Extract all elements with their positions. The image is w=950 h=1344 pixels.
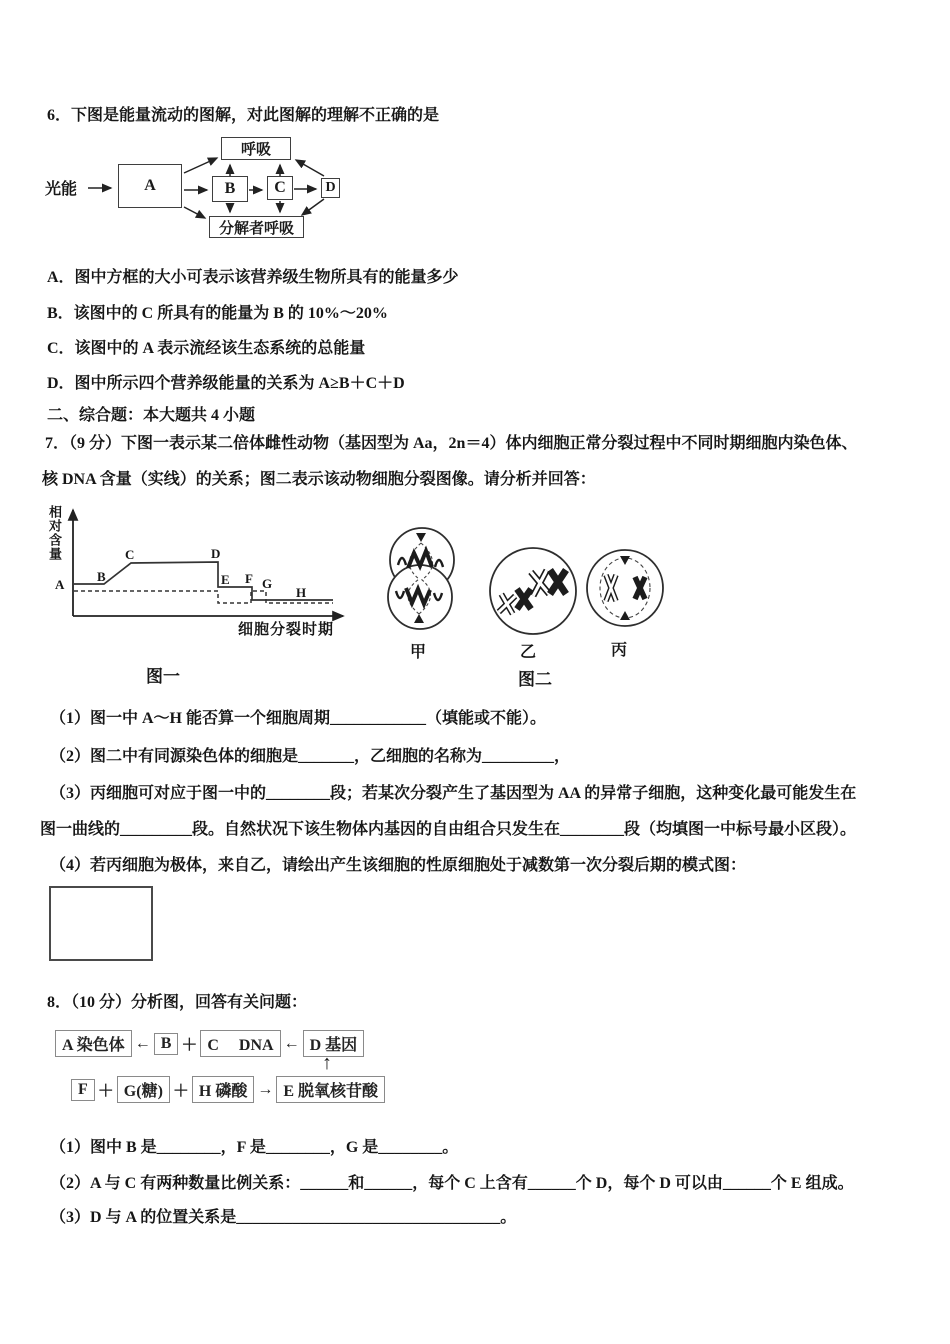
decomposer-respiration-box: 分解者呼吸	[209, 216, 304, 238]
cell-bing-label: 丙	[611, 642, 628, 659]
energy-box-c: C	[267, 176, 293, 200]
box-c-dna: C DNA	[200, 1030, 280, 1057]
left-arrow-icon: ←	[134, 1034, 151, 1052]
energy-flow-arrows	[40, 130, 370, 248]
question-7-line2: 核 DNA 含量（实线）的关系；图二表示该动物细胞分裂图像。请分析并回答：	[42, 471, 596, 488]
arrow-lines	[88, 158, 324, 218]
light-energy-label: 光能	[45, 181, 78, 198]
q7-sub4: （4）若丙细胞为极体，来自乙，请绘出产生该细胞的性原细胞处于减数第一次分裂后期的模式图：	[50, 857, 747, 874]
fig1-point-labels	[55, 546, 306, 600]
box-e-deoxynucleotide: E 脱氧核苷酸	[276, 1076, 385, 1103]
respiration-box: 呼吸	[221, 137, 291, 160]
box-d-gene: D 基因	[303, 1030, 365, 1057]
question-6-title: 6．下图是能量流动的图解，对此图解的理解不正确的是	[47, 107, 440, 124]
fig1-dna-solid-curve	[74, 562, 333, 600]
cell-yi-label: 乙	[520, 644, 537, 661]
energy-box-b: B	[212, 176, 248, 202]
energy-box-a: A	[118, 164, 182, 208]
q8-diagram-row1	[55, 1030, 364, 1057]
q7-sub1: （1）图一中 A～H 能否算一个细胞周期____________（填能或不能）。	[50, 710, 547, 727]
fig1-chromosome-dashed-curve	[74, 591, 333, 603]
plus-sign: ＋	[172, 1083, 189, 1100]
option-d: D．图中所示四个营养级能量的关系为 A≥B＋C＋D	[47, 375, 405, 392]
box-g-sugar: G(糖)	[117, 1076, 170, 1103]
plus-sign: ＋	[97, 1083, 114, 1100]
svg-text:C: C	[125, 547, 135, 562]
cell-jia-label: 甲	[410, 644, 427, 661]
fig2-cells	[375, 503, 685, 653]
svg-text:F: F	[245, 571, 253, 586]
box-f: F	[71, 1079, 95, 1101]
up-arrow-icon: ↑	[322, 1052, 332, 1074]
box-b: B	[154, 1033, 179, 1055]
option-b: B．该图中的 C 所具有的能量为 B 的 10%～20%	[47, 305, 388, 322]
q8-sub1: （1）图中 B 是________，F 是________，G 是________。	[50, 1139, 459, 1156]
question-8-title: 8．（10 分）分析图，回答有关问题：	[47, 994, 308, 1011]
svg-text:E: E	[221, 572, 230, 587]
question-7-line1: 7．（9 分）下图一表示某二倍体雌性动物（基因型为 Aa，2n＝4）体内细胞正常分裂过程中不同时期细胞内染色体、	[45, 435, 858, 452]
right-arrow-icon: →	[257, 1080, 274, 1098]
plus-sign: ＋	[181, 1037, 198, 1054]
cell-yi-drawing	[490, 548, 576, 634]
energy-box-d: D	[321, 178, 340, 198]
fig2-caption: 图二	[518, 670, 552, 689]
cell-bing-drawing	[587, 550, 663, 626]
box-h-phosphate: H 磷酸	[192, 1076, 254, 1103]
q8-diagram-row2	[71, 1076, 385, 1103]
fig1-caption: 图一	[146, 667, 180, 686]
fig1-y-axis-label: 相对含量	[47, 505, 62, 561]
svg-text:D: D	[211, 546, 221, 561]
option-a: A．图中方框的大小可表示该营养级生物所具有的能量多少	[47, 269, 459, 286]
q7-sub2: （2）图二中有同源染色体的细胞是_______，乙细胞的名称为_________，	[50, 748, 571, 765]
fig1-x-axis-label: 细胞分裂时期	[238, 622, 335, 638]
svg-text:A: A	[55, 577, 65, 592]
option-c: C．该图中的 A 表示流经该生态系统的总能量	[47, 340, 366, 357]
cell-jia-drawing	[388, 528, 454, 629]
svg-text:G: G	[262, 576, 273, 591]
q8-sub2: （2）A 与 C 有两种数量比例关系：______和______，每个 C 上含有______个 D，每个 D 可以由______个 E 组成。	[50, 1175, 854, 1192]
box-a-chromosome: A 染色体	[55, 1030, 132, 1057]
drawing-answer-box	[49, 886, 153, 961]
q7-sub3-line1: （3）丙细胞可对应于图一中的________段；若某次分裂产生了基因型为 AA 的异常子细胞，这种变化最可能发生在	[50, 785, 857, 802]
svg-text:H: H	[296, 585, 307, 600]
section-2-header: 二、综合题：本大题共 4 小题	[47, 407, 256, 424]
left-arrow-icon: ←	[283, 1034, 300, 1052]
q7-sub3-line2: 图一曲线的_________段。自然状况下该生物体内基因的自由组合只发生在________段（均填图一中标号最小区段）。	[40, 821, 857, 838]
q8-sub3: （3）D 与 A 的位置关系是_________________________________。	[50, 1209, 517, 1226]
svg-text:B: B	[97, 569, 106, 584]
